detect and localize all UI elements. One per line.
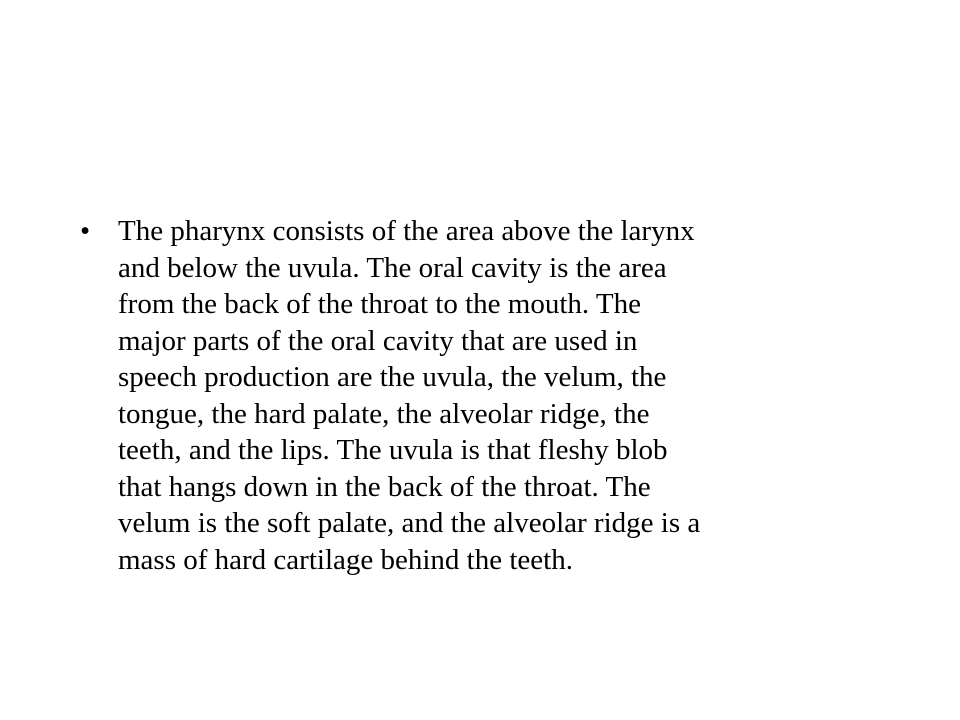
paragraph [118, 213, 880, 578]
paragraph-line: The pharynx consists of the area above the larynx [118, 215, 695, 247]
bullet-item [80, 213, 880, 578]
paragraph-line: and below the uvula. The oral cavity is the area [118, 251, 667, 284]
paragraph-line: velum is the soft palate, and the alveolar ridge is a [118, 507, 701, 539]
paragraph-line: major parts of the oral cavity that are used in [118, 324, 638, 357]
paragraph-line: tongue, the hard palate, the alveolar ridge, the [118, 397, 650, 430]
paragraph-line: speech production are the uvula, the velum, the [118, 361, 667, 393]
paragraph-line: teeth, and the lips. The uvula is that fleshy blob [118, 434, 668, 466]
bullet-icon: • [80, 215, 91, 247]
paragraph-line: mass of hard cartilage behind the teeth. [118, 543, 573, 576]
bullet-list [80, 213, 880, 578]
paragraph-line: from the back of the throat to the mouth. The [118, 288, 641, 320]
paragraph-line: that hangs down in the back of the throat. The [118, 470, 651, 503]
